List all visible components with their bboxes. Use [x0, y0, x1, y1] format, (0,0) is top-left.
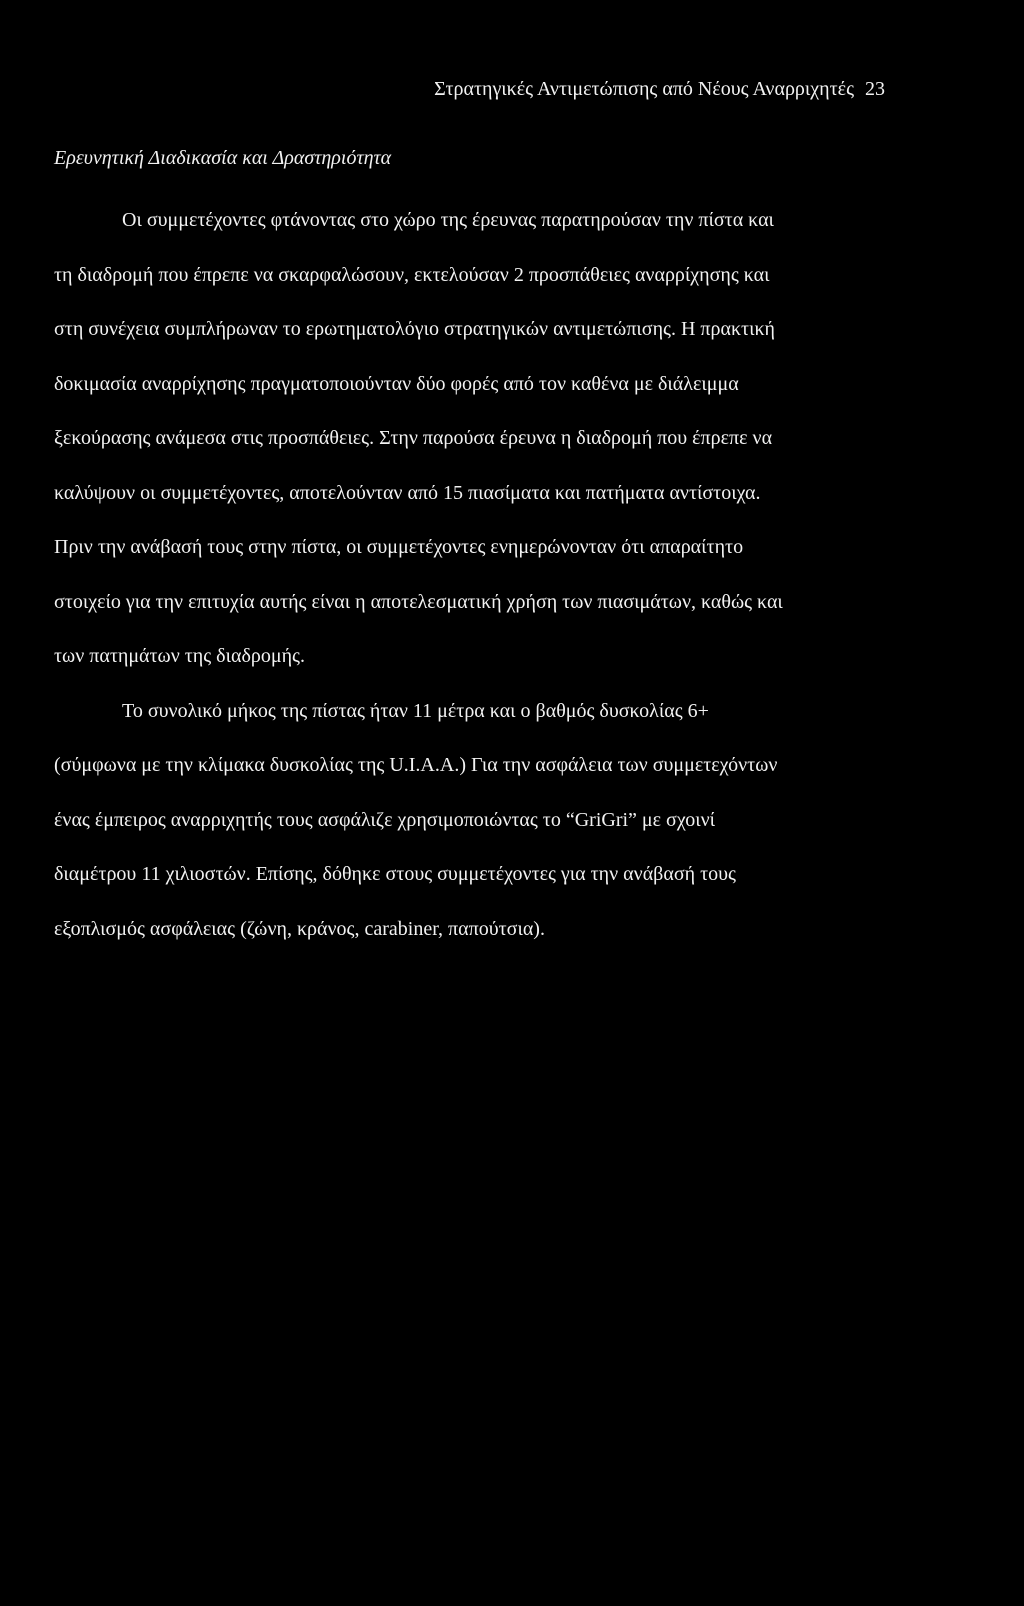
text-line: καλύψουν οι συμμετέχοντες, αποτελούνταν από 15 πιασίματα και πατήματα αντίστοιχα. — [54, 481, 761, 504]
text-line: εξοπλισμός ασφάλειας (ζώνη, κράνος, carabiner, παπούτσια). — [54, 917, 545, 940]
text-line: των πατημάτων της διαδρομής. — [54, 645, 305, 667]
text-line: Το συνολικό μήκος της πίστας ήταν 11 μέτρα και ο βαθμός δυσκολίας 6+ — [122, 699, 709, 722]
text-line: τη διαδρομή που έπρεπε να σκαρφαλώσουν, εκτελούσαν 2 προσπάθειες αναρρίχησης και — [54, 263, 770, 286]
text-line: Πριν την ανάβασή τους στην πίστα, οι συμμετέχοντες ενημερώνονταν ότι απαραίτητο — [54, 536, 744, 558]
text-line: ένας έμπειρος αναρριχητής τους ασφάλιζε χρησιμοποιώντας το “GriGri” με σχοινί — [54, 808, 716, 831]
text-line: (σύμφωνα με την κλίμακα δυσκολίας της U.I.A.A.) Για την ασφάλεια των συμμετεχόντων — [54, 754, 778, 776]
text-line: στοιχείο για την επιτυχία αυτής είναι η αποτελεσματική χρήση των πιασιμάτων, καθώς και — [54, 590, 783, 613]
section-heading: Ερευνητική Διαδικασία και Δραστηριότητα — [54, 147, 392, 169]
text-line: διαμέτρου 11 χιλιοστών. Επίσης, δόθηκε στους συμμετέχοντες για την ανάβασή τους — [54, 863, 736, 885]
text-line: δοκιμασία αναρρίχησης πραγματοποιούνταν δύο φορές από τον καθένα με διάλειμμα — [54, 372, 739, 395]
text-line: στη συνέχεια συμπλήρωναν το ερωτηματολόγιο στρατηγικών αντιμετώπισης. Η πρακτική — [54, 318, 775, 340]
text-line: ξεκούρασης ανάμεσα στις προσπάθειες. Στην παρούσα έρευνα η διαδρομή που έπρεπε να — [54, 427, 773, 449]
page-number: 23 — [865, 78, 885, 100]
paragraph-2 — [54, 684, 890, 957]
text-line: Οι συμμετέχοντες φτάνοντας στο χώρο της έρευνας παρατηρούσαν την πίστα και — [122, 209, 774, 231]
body-text — [54, 193, 890, 956]
paragraph-1 — [54, 193, 890, 684]
running-head — [0, 74, 885, 104]
running-head-title: Στρατηγικές Αντιμετώπισης από Νέους Αναρριχητές — [434, 78, 854, 100]
